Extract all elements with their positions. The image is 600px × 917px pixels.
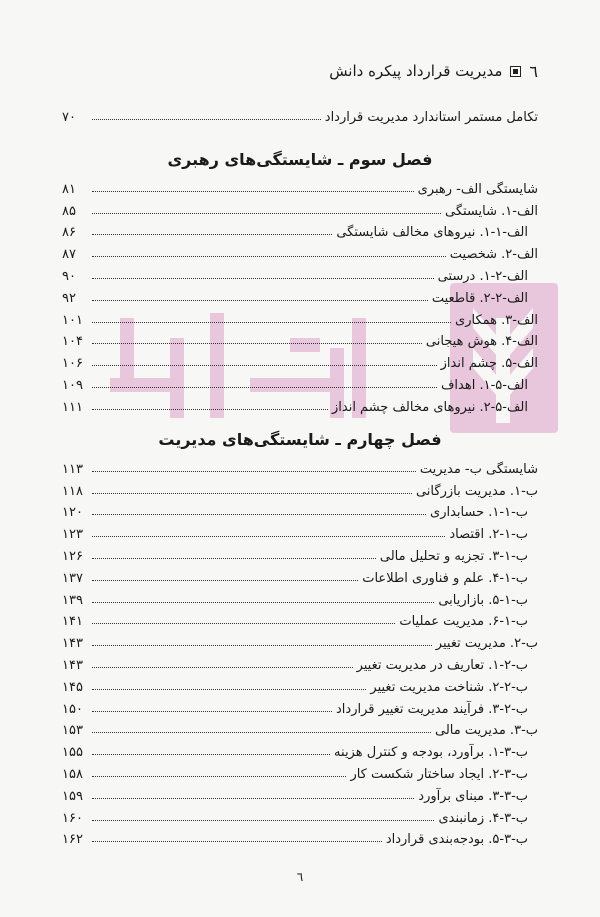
chapter-title: فصل سوم ـ شایستگی‌های رهبری <box>167 150 433 169</box>
dot-leader <box>92 322 451 323</box>
toc-entry-page: ۱۳۹ <box>62 592 83 608</box>
dot-leader <box>92 278 434 279</box>
toc-entry-page: ۱۰۴ <box>62 334 83 350</box>
toc-entry-title: ب-۱-۲. اقتصاد <box>449 527 528 543</box>
toc-entry-page: ۷۰ <box>62 109 76 125</box>
dot-leader <box>92 841 382 842</box>
toc-entry[interactable] <box>62 804 538 826</box>
dot-leader <box>92 300 428 301</box>
toc-entry-title: الف-۵-۲. نیروهای مخالف چشم انداز <box>331 399 528 415</box>
toc-entry[interactable] <box>62 760 538 782</box>
toc-entry-title: ب-۱-۵. بازاریابی <box>438 592 528 608</box>
toc-entry[interactable] <box>62 371 538 393</box>
toc-entry[interactable] <box>62 542 538 564</box>
toc-entry-page: ۱۵۵ <box>62 745 83 761</box>
toc-entry[interactable] <box>62 477 538 499</box>
dot-leader <box>92 536 445 537</box>
toc-entry[interactable] <box>62 219 538 241</box>
toc-entry-page: ۱۵۳ <box>62 723 83 739</box>
toc-entry[interactable] <box>62 262 538 284</box>
toc-entry[interactable] <box>62 695 538 717</box>
toc-entry-title: ب-۲-۲. شناخت مدیریت تغییر <box>370 679 528 695</box>
toc-entry-title: ب-۱-۳. تجزیه و تحلیل مالی <box>379 548 528 564</box>
toc-entry-title: الف-۵-۱. اهداف <box>440 377 528 393</box>
dot-leader <box>92 213 441 214</box>
dot-leader <box>92 514 426 515</box>
dot-leader <box>92 623 395 624</box>
toc-entry-page: ۱۰۹ <box>62 377 83 393</box>
toc-entry[interactable] <box>62 455 538 477</box>
toc-entry[interactable] <box>62 673 538 695</box>
toc-entry-page: ۱۰۶ <box>62 356 83 372</box>
dot-leader <box>92 689 366 690</box>
dot-leader <box>92 191 414 192</box>
toc-entry-page: ۱۴۵ <box>62 679 83 695</box>
dot-leader <box>92 798 414 799</box>
toc-entry-page: ۱۴۳ <box>62 657 83 673</box>
toc-entry[interactable] <box>62 738 538 760</box>
toc-entry-page: ۸۱ <box>62 181 76 197</box>
toc-entry-page: ۱۵۹ <box>62 788 83 804</box>
toc-entry[interactable] <box>62 349 538 371</box>
toc-entry[interactable] <box>62 103 538 125</box>
dot-leader <box>92 471 416 472</box>
toc-entry-title: ب-۱. مدیریت بازرگانی <box>415 483 538 499</box>
toc-entry[interactable] <box>62 175 538 197</box>
toc-entry-title: الف-۲-۲. قاطعیت <box>431 290 528 306</box>
toc-entry-page: ۸۵ <box>62 203 76 219</box>
toc-entry-page: ۱۱۸ <box>62 483 83 499</box>
toc-entry[interactable] <box>62 520 538 542</box>
dot-leader <box>92 256 446 257</box>
page-footer-number: ٦ <box>296 870 304 884</box>
toc-entry-title: ب-۲-۳. فرآیند مدیریت تغییر قرارداد <box>336 701 528 717</box>
toc-entry-title: الف-۴. هوش هیجانی <box>425 334 538 350</box>
toc-entry-page: ۱۵۸ <box>62 766 83 782</box>
toc-entry-page: ۱۲۰ <box>62 505 83 521</box>
toc-entry[interactable] <box>62 284 538 306</box>
dot-leader <box>92 119 321 120</box>
toc-entry-page: ۱۳۷ <box>62 570 83 586</box>
dot-leader <box>92 645 432 646</box>
toc-entry-title: ب-۳-۵. بودجه‌بندی قرارداد <box>385 832 528 848</box>
toc-entry-page: ۱۲۶ <box>62 548 83 564</box>
toc-entry[interactable] <box>62 629 538 651</box>
toc-entry-title: الف-۲. شخصیت <box>449 247 538 263</box>
chapter3-entries <box>62 175 538 415</box>
toc-entry-page: ۸۷ <box>62 247 76 263</box>
toc-entry-title: ب-۳. مدیریت مالی <box>434 723 538 739</box>
toc-entry-title: ب-۳-۲. ایجاد ساختار شکست کار <box>350 766 528 782</box>
toc-entry-title: الف-۲-۱. درستی <box>437 268 528 284</box>
toc-entry[interactable] <box>62 328 538 350</box>
toc-chapter4 <box>62 425 538 847</box>
toc-entry[interactable] <box>62 393 538 415</box>
toc-entry-title: ب-۳-۱. برآورد، بودجه و کنترل هزینه <box>334 745 528 761</box>
toc-entry-page: ۱۱۳ <box>62 461 83 477</box>
toc-entry-title: ب-۱-۴. علم و فناوری اطلاعات <box>362 570 528 586</box>
toc-entry[interactable] <box>62 782 538 804</box>
toc-entry-title: الف-۵. چشم انداز <box>440 356 538 372</box>
toc-entry-title: تکامل مستمر استاندارد مدیریت قرارداد <box>324 109 538 125</box>
toc-entry-page: ۹۰ <box>62 268 76 284</box>
toc-entry[interactable] <box>62 608 538 630</box>
dot-leader <box>92 387 437 388</box>
toc-entry-title: ب-۲-۱. تعاریف در مدیریت تغییر <box>356 657 528 673</box>
dot-leader <box>92 776 346 777</box>
toc-entry[interactable] <box>62 826 538 848</box>
dot-leader <box>92 732 431 733</box>
toc-entry[interactable] <box>62 197 538 219</box>
toc-entry-page: ۹۲ <box>62 290 76 306</box>
chapter-title: فصل چهارم ـ شایستگی‌های مدیریت <box>158 430 442 449</box>
toc-entry[interactable] <box>62 651 538 673</box>
toc-entry[interactable] <box>62 306 538 328</box>
dot-leader <box>92 602 434 603</box>
toc-entry-title: الف-۳. همکاری <box>455 312 538 328</box>
dot-leader <box>92 365 437 366</box>
toc-entry[interactable] <box>62 586 538 608</box>
dot-leader <box>92 580 358 581</box>
toc-entry-title: شایستگی الف- رهبری <box>417 181 538 197</box>
toc-intro <box>62 103 538 125</box>
toc-entry-page: ۱۴۱ <box>62 614 83 630</box>
toc-entry[interactable] <box>62 240 538 262</box>
toc-entry-title: ب-۲. مدیریت تغییر <box>435 636 538 652</box>
toc-entry-page: ۱۶۰ <box>62 810 83 826</box>
header-title: مدیریت قرارداد پیکره دانش <box>329 62 503 80</box>
toc-entry-title: الف-۱. شایستگی <box>445 203 538 219</box>
dot-leader <box>92 558 376 559</box>
square-bullet-icon <box>510 66 521 77</box>
toc-entry[interactable] <box>62 564 538 586</box>
header-page-number: ٦ <box>529 61 538 81</box>
toc-entry-page: ۸۶ <box>62 225 76 241</box>
toc-entry-title: ب-۱-۶. مدیریت عملیات <box>399 614 528 630</box>
toc-entry-page: ۱۵۰ <box>62 701 83 717</box>
dot-leader <box>92 754 330 755</box>
toc-entry-title: ب-۳-۴. زمانبندی <box>438 810 528 826</box>
dot-leader <box>92 409 328 410</box>
running-header <box>62 60 538 82</box>
toc-entry-page: ۱۲۳ <box>62 527 83 543</box>
toc-entry-page: ۱۰۱ <box>62 312 83 328</box>
toc-entry[interactable] <box>62 499 538 521</box>
toc-entry-title: ب-۳-۳. مبنای برآورد <box>418 788 528 804</box>
dot-leader <box>92 667 353 668</box>
dot-leader <box>92 820 434 821</box>
dot-leader <box>92 711 332 712</box>
toc-entry-page: ۱۴۳ <box>62 636 83 652</box>
toc-entry-title: شایستگی ب- مدیریت <box>419 461 538 477</box>
dot-leader <box>92 493 412 494</box>
toc-entry-title: ب-۱-۱. حسابداری <box>430 505 528 521</box>
toc-entry[interactable] <box>62 717 538 739</box>
dot-leader <box>92 343 422 344</box>
toc-entry-title: الف-۱-۱. نیروهای مخالف شایستگی <box>336 225 528 241</box>
chapter4-entries <box>62 455 538 847</box>
toc-entry-page: ۱۶۲ <box>62 832 83 848</box>
toc-chapter3 <box>62 145 538 415</box>
toc-entry-page: ۱۱۱ <box>62 399 83 415</box>
dot-leader <box>92 234 332 235</box>
